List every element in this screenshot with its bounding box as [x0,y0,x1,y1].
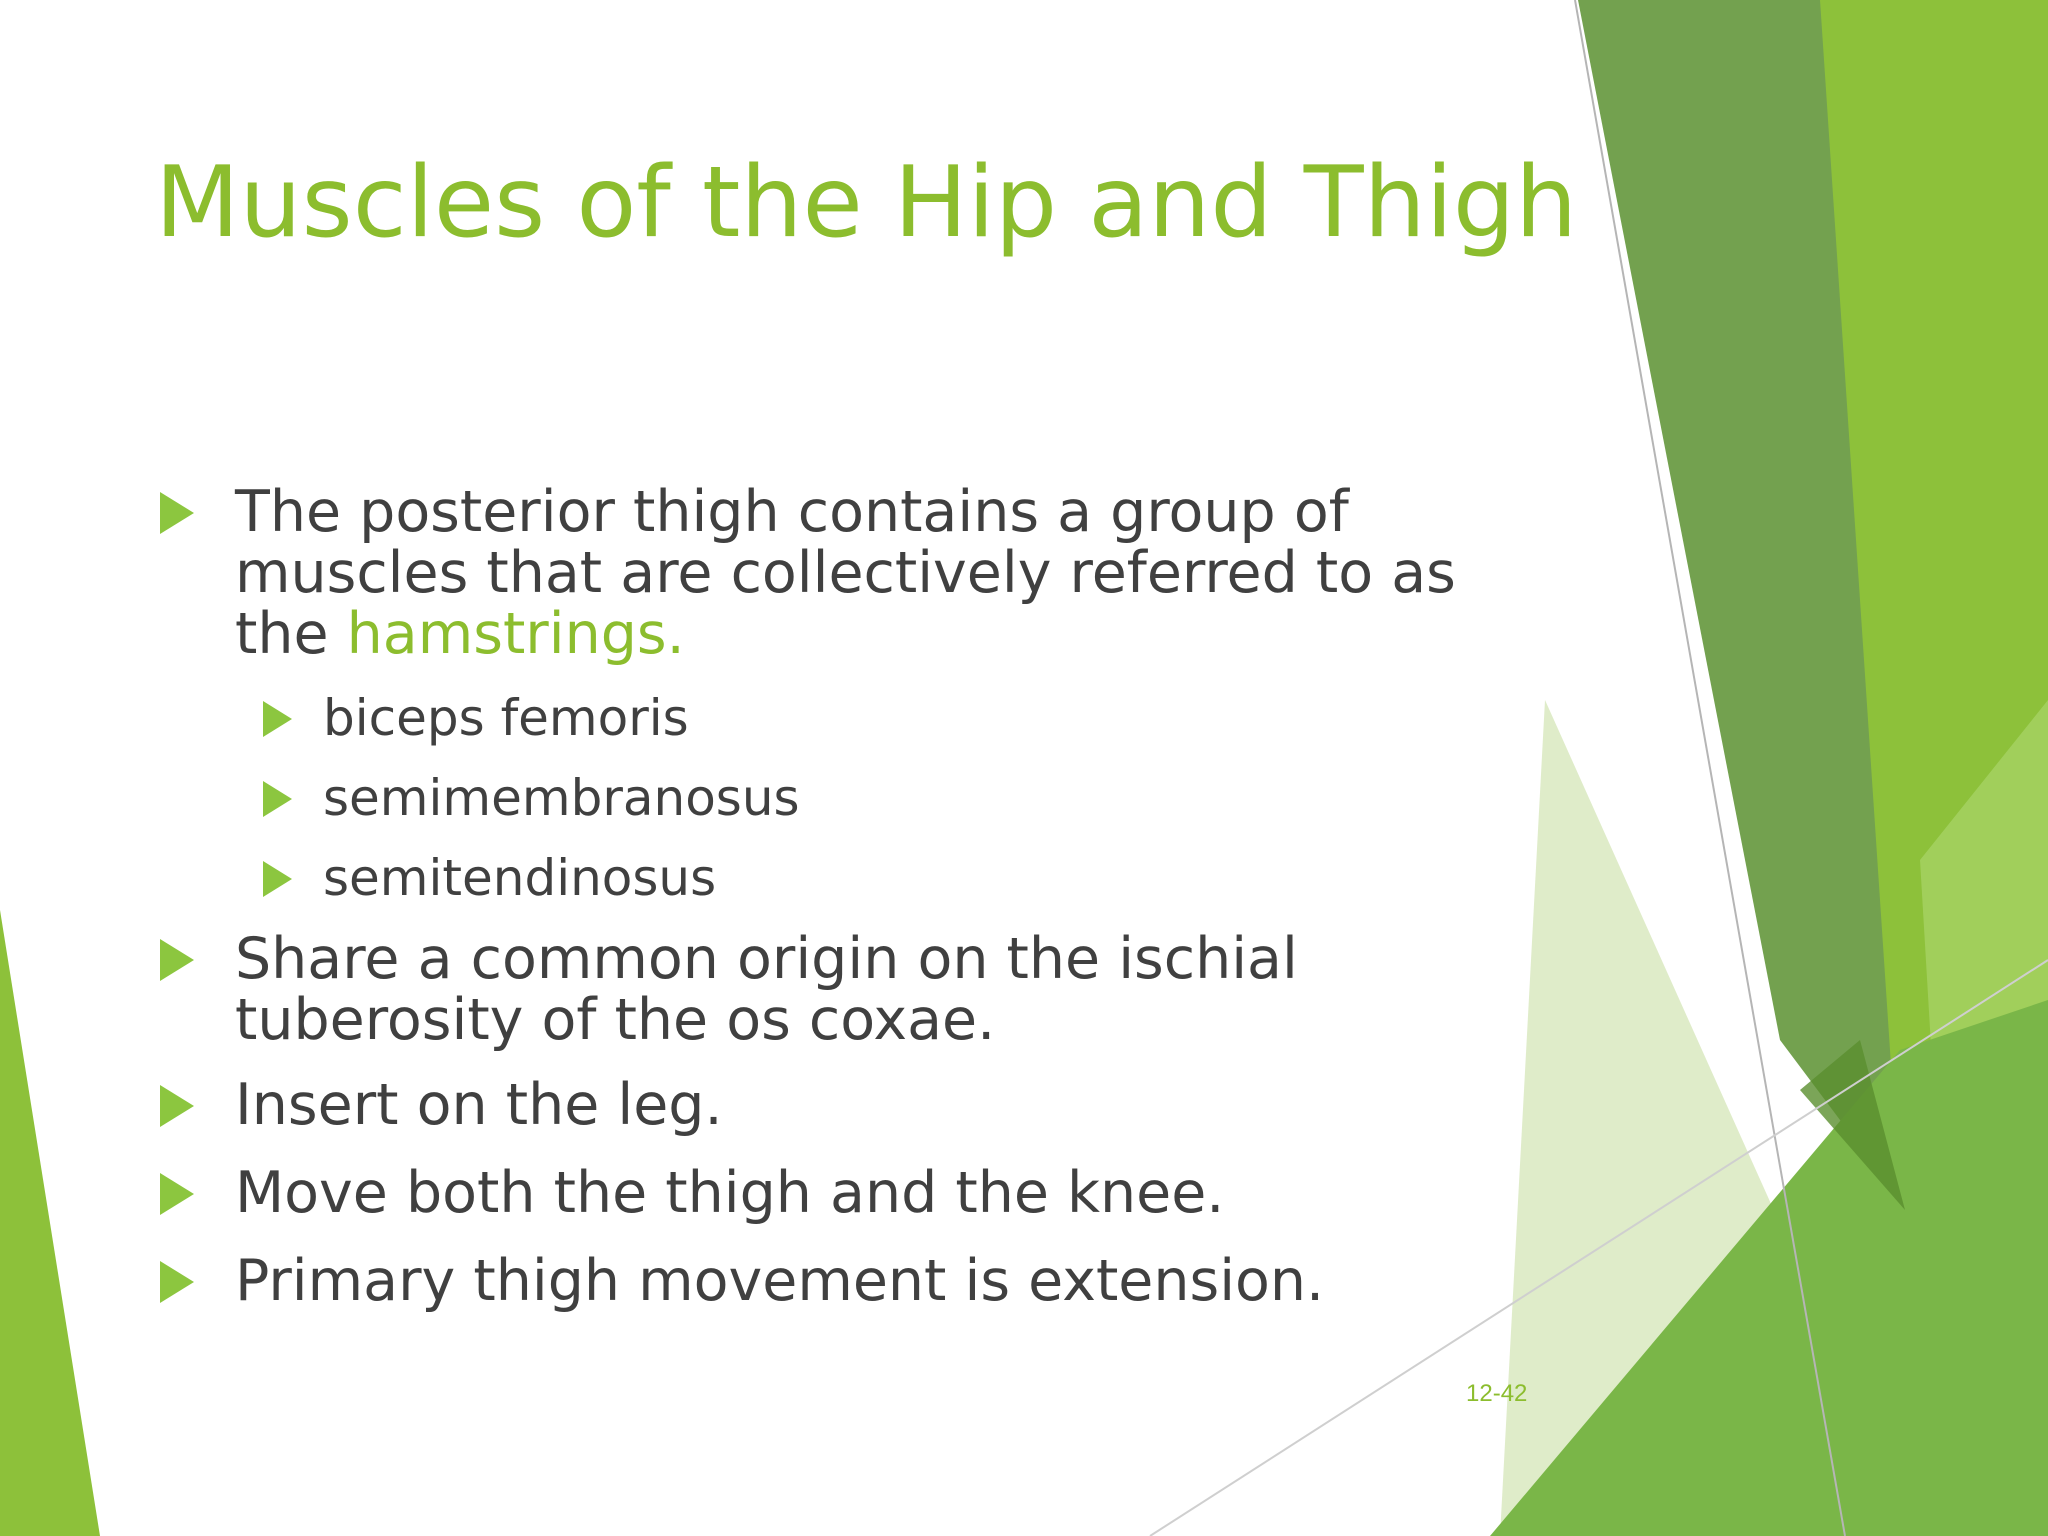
bullet-insert-leg [160,1072,1490,1138]
sub-bullet-arrow-icon [263,861,292,897]
bullet-arrow-icon [160,492,194,534]
bullet-text: The posterior thigh contains a group of muscles that are collectively referred to as the [235,479,1456,667]
slide-body [160,479,1490,1314]
highlight-term: hamstrings. [346,601,685,667]
sub-bullet-semitendinosus [263,849,1490,907]
sub-bullet-text: semimembranosus [323,769,800,827]
page-number: 12-42 [1466,1380,1528,1407]
bullet-move-thigh-knee [160,1160,1490,1226]
sub-bullet-text: biceps femoris [323,689,689,747]
bullet-arrow-icon [160,1085,194,1127]
left-green-shape [0,910,100,1536]
bullet-common-origin [160,926,1335,1053]
bullet-hamstrings [160,479,1535,667]
sub-bullet-semimembranosus [263,769,1490,827]
bullet-arrow-icon [160,939,194,981]
slide-title: Muscles of the Hip and Thigh [155,146,1578,260]
bullet-arrow-icon [160,1261,194,1303]
sub-bullet-biceps-femoris [263,689,1490,747]
sub-bullet-arrow-icon [263,701,292,737]
bullet-primary-movement [160,1248,1490,1314]
bullet-text: Insert on the leg. [235,1072,723,1138]
bullet-arrow-icon [160,1173,194,1215]
bullet-text: Primary thigh movement is extension. [235,1248,1325,1314]
bullet-text: Share a common origin on the ischial tuberosity of the os coxae. [235,926,1298,1053]
bullet-text: Move both the thigh and the knee. [235,1160,1225,1226]
sub-bullet-arrow-icon [263,781,292,817]
sub-bullet-text: semitendinosus [323,849,717,907]
